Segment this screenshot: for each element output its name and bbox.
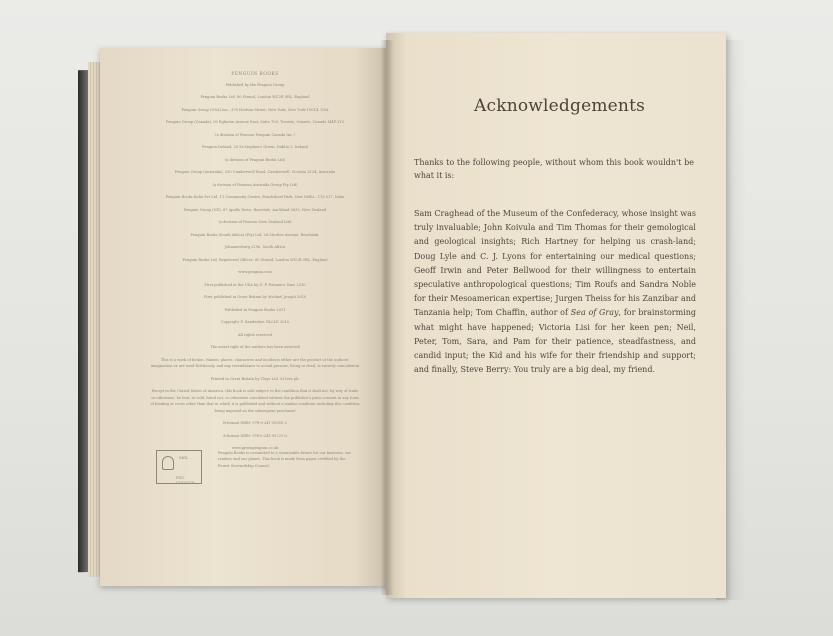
- copyright-line: Penguin Books India Pvt Ltd, 11 Community Centre, Panchsheel Park, New Delhi – 110 017, India: [165, 195, 345, 199]
- copyright-line: This is a work of fiction. Names, places, characters and incidents either are the product of the authors' imagination or are used fictitiously, and any resemblance to actual persons, living or dead, is entirely coincidental: [150, 357, 360, 368]
- copyright-notice: [150, 72, 360, 458]
- copyright-line: (a division of Pearson New Zealand Ltd): [218, 220, 292, 224]
- copyright-line: Penguin Books Ltd, Registered Offices: 80 Strand, London WC2R 0RL, England: [182, 257, 328, 262]
- copyright-line: Except in the United States of America, this book is sold subject to the condition that it shall not, by way of trade or otherwise, be lent, re-sold, hired out, or otherwise circulated without the publisher's prior consent in any form of binding or cover other than that in which it is published and without a similar condition including this condition being imposed on the subsequent purchaser: [150, 389, 360, 413]
- copyright-line: B-format ISBN: 978-0-241-95305-2: [223, 421, 287, 425]
- copyright-line: The moral right of the authors has been asserted: [210, 345, 300, 349]
- fsc-tree-icon: [162, 456, 174, 470]
- acknowledgements-intro: Thanks to the following people, without whom this book wouldn't be what it is:: [414, 158, 694, 180]
- copyright-line: www.greenpenguin.co.uk: [231, 446, 279, 450]
- copyright-line: Penguin Books (South Africa) (Pty) Ltd, 24 Sturdee Avenue, Rosebank,: [190, 232, 320, 237]
- book-title-italic: Sea of Gray: [570, 308, 619, 318]
- copyright-line: Penguin Group (NZ), 67 Apollo Drive, Rosedale, Auckland 0632, New Zealand: [183, 207, 327, 212]
- copyright-line: Printed in Great Britain by Clays Ltd, St Ives plc: [210, 376, 300, 381]
- copyright-line: Penguin Books Ltd, 80 Strand, London WC2R 0RL, England: [200, 95, 310, 99]
- copyright-line: All rights reserved: [238, 332, 272, 337]
- copyright-line: Copyright © Sandecker, RLLLP, 2010: [220, 320, 290, 324]
- copyright-line: First published in the USA by G. P. Putnam's Sons 2010: [204, 282, 306, 287]
- copyright-line: Penguin Group (Canada), 90 Eglinton Avenue East, Suite 700, Toronto, Ontario, Canada M4P 2Y3: [165, 120, 345, 124]
- copyright-line: PENGUIN BOOKS: [231, 72, 279, 77]
- copyright-line: (a division of Penguin Books Ltd): [224, 157, 286, 162]
- fsc-code: FSC C018179: [176, 475, 195, 485]
- copyright-line: (a division of Pearson Australia Group Pty Ltd): [212, 182, 298, 187]
- copyright-line: www.penguin.com: [238, 270, 272, 274]
- copyright-line: First published in Great Britain by Michael Joseph 2010: [203, 295, 307, 299]
- body-text-part-1: Sam Craghead of the Museum of the Confederacy, whose insight was truly invaluable; John Koivula and Tim Thomas for their gemological and geological insights; Rich Hartney for helping us crash-land; Doug Lyle and C. J. Lyons for entertaining our medical questions; Geoff Irwin and Peter Bellwood for their willingness to entertain speculative anthropological questions; Tim Roufs and Sandra Noble for their Mesoamerican expertise; Jurgen Theiss for his Zanzibar and Tanzania help; Tom Chaffin, author of: [414, 209, 696, 318]
- fsc-logo: [156, 450, 202, 484]
- copyright-line: Published by the Penguin Group: [225, 82, 285, 87]
- acknowledgements-title: Acknowledgements: [474, 96, 646, 116]
- copyright-line: Published in Penguin Books 2011: [224, 307, 286, 312]
- copyright-line: Penguin Group (USA) Inc., 375 Hudson Street, New York, New York 10014, USA: [181, 107, 329, 112]
- fsc-block: [156, 450, 366, 490]
- copyright-line: Johannesburg 2196, South Africa: [224, 245, 286, 249]
- copyright-line: Penguin Ireland, 25 St Stephen's Green, Dublin 2, Ireland: [202, 145, 308, 149]
- fsc-mix-label: MIX: [179, 455, 188, 460]
- body-text-part-2: , for brainstorming what might have happened; Victoria Lisi for her keen pen; Neil, Peter, Tom, Sara, and Pam for their patience, steadfastness, and candid input; the Kid and his wife for their friendship and support; and finally, Steve Berry: You truly are a big deal, my friend.: [414, 308, 696, 375]
- copyright-line: Penguin Group (Australia), 250 Camberwell Road, Camberwell, Victoria 3124, Australia: [174, 170, 336, 174]
- fsc-statement: Penguin Books is committed to a sustainable future for our business, our readers and our planet. This book is made from paper certified by the Forest Stewardship Council.: [218, 451, 352, 468]
- acknowledgements-body: [414, 207, 696, 377]
- copyright-line: (a division of Pearson Penguin Canada Inc.): [215, 132, 295, 137]
- book-gutter: [380, 40, 394, 595]
- copyright-line: A-format ISBN: 978-0-241-95721-0: [223, 433, 287, 438]
